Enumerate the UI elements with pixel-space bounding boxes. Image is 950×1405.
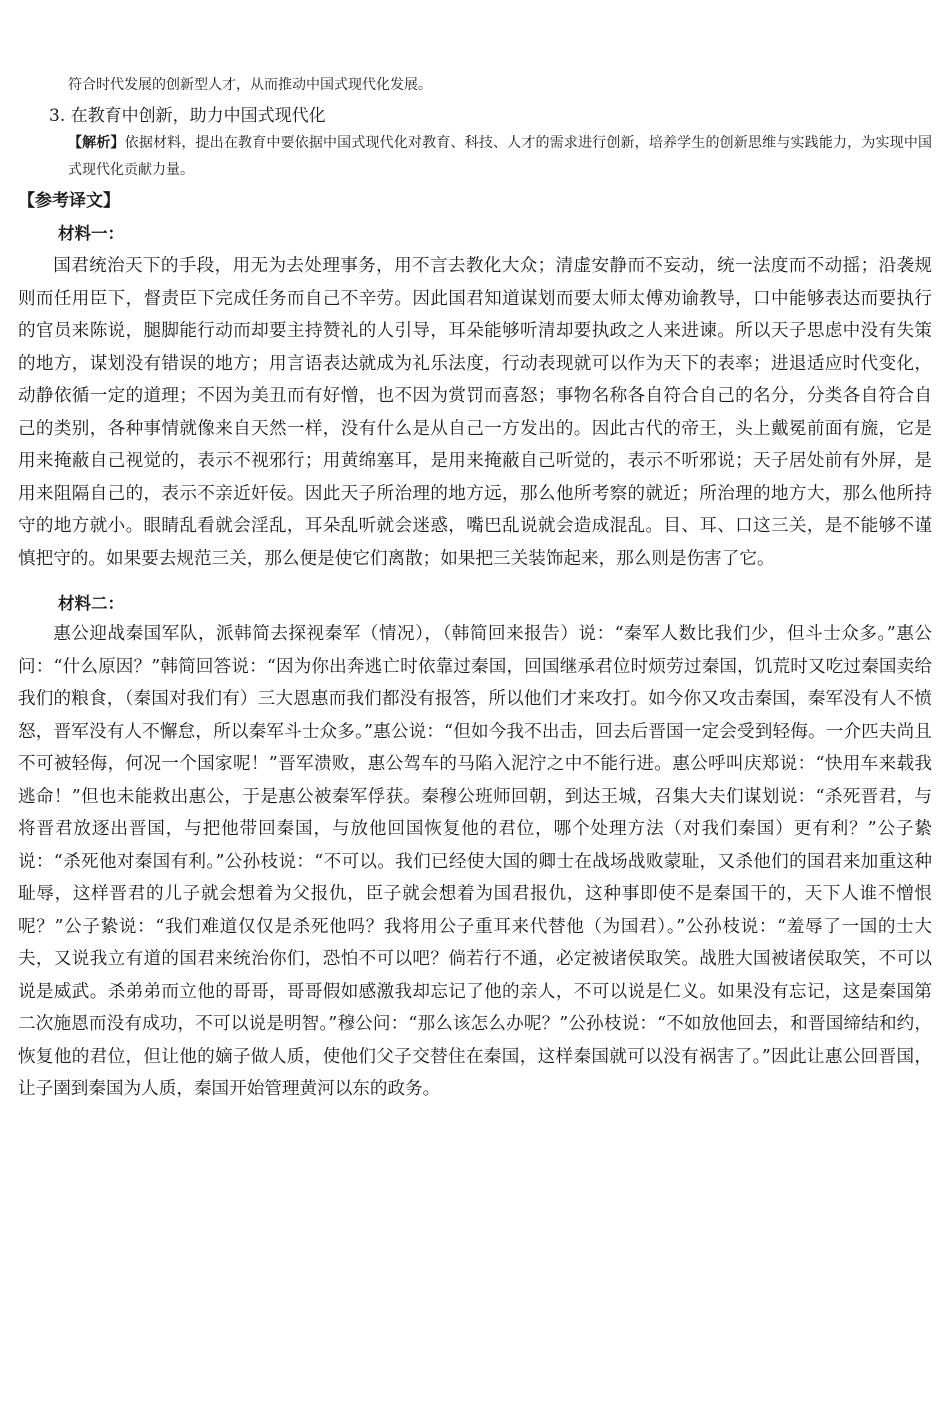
answer-3-analysis	[68, 130, 932, 184]
material-1-paragraph: 国君统治天下的手段，用无为去处理事务，用不言去教化大众；清虚安静而不妄动，统一法度而不动摇；沿袭规则而任用臣下，督责臣下完成任务而自己不辛劳。因此国君知道谋划而要太师太傅劝谕教导，口中能够表达而要执行的官员来陈说，腿脚能行动而却要主持赞礼的人引导，耳朵能够听清却要执政之人来进谏。所以天子思虑中没有失策的地方，谋划没有错误的地方；用言语表达就成为礼乐法度，行动表现就可以作为天下的表率；进退适应时代变化，动静依循一定的道理；不因为美丑而有好憎，也不因为赏罚而喜怒；事物名称各自符合自己的名分，分类各自符合自己的类别，各种事情就像来自天然一样，没有什么是从自己一方发出的。因此古代的帝王，头上戴冕前面有旒，它是用来掩蔽自己视觉的，表示不视邪行；用黄绵塞耳，是用来掩蔽自己听觉的，表示不听邪说；天子居处前有外屏，是用来阻隔自己的，表示不亲近奸佞。因此天子所治理的地方远，那么他所考察的就近；所治理的地方大，那么他所持守的地方就小。眼睛乱看就会淫乱，耳朵乱听就会迷惑，嘴巴乱说就会造成混乱。目、耳、口这三关，是不能够不谨慎把守的。如果要去规范三关，那么便是使它们离散；如果把三关装饰起来，那么则是伤害了它。	[18, 256, 932, 569]
material-1-title: 材料一：	[58, 224, 124, 243]
answer-continuation-text: 符合时代发展的创新型人才，从而推动中国式现代化发展。	[68, 77, 432, 93]
answer-3-title: 3. 在教育中创新，助力中国式现代化	[49, 106, 326, 126]
reference-translation-heading: 【参考译文】	[18, 191, 120, 211]
material-2-paragraph: 惠公迎战秦国军队，派韩简去探视秦军（情况），（韩简回来报告）说：“秦军人数比我们少，但斗士众多。”惠公问：“什么原因？”韩简回答说：“因为你出奔逃亡时依靠过秦国，回国继承君位时烦劳过秦国，饥荒时又吃过秦国卖给我们的粮食，（秦国对我们有）三大恩惠而我们都没有报答，所以他们才来攻打。如今你又攻击秦国，秦军没有人不愤怒，晋军没有人不懈怠，所以秦军斗士众多。”惠公说：“但如今我不出击，回去后晋国一定会受到轻侮。一介匹夫尚且不可被轻侮，何况一个国家呢！”晋军溃败，惠公驾车的马陷入泥泞之中不能行进。惠公呼叫庆郑说：“快用车来载我逃命！”但也未能救出惠公，于是惠公被秦军俘获。秦穆公班师回朝，到达王城，召集大夫们谋划说：“杀死晋君，与将晋君放逐出晋国，与把他带回秦国，与放他回国恢复他的君位，哪个处理方法（对我们秦国）更有利？”公子絷说：“杀死他对秦国有利。”公孙枝说：“不可以。我们已经使大国的卿士在战场战败蒙耻，又杀他们的国君来加重这种耻辱，这样晋君的儿子就会想着为父报仇，臣子就会想着为国君报仇，这种事即使不是秦国干的，天下人谁不憎恨呢？”公子絷说：“我们难道仅仅是杀死他吗？我将用公子重耳来代替他（为国君）。”公孙枝说：“羞辱了一国的士大夫，又说我立有道的国君来统治你们，恐怕不可以吧？倘若行不通，必定被诸侯取笑。战胜大国被诸侯取笑，不可以说是威武。杀弟弟而立他的哥哥，哥哥假如感激我却忘记了他的亲人，不可以说是仁义。如果没有忘记，这是秦国第二次施恩而没有成功，不可以说是明智。”穆公问：“那么该怎么办呢？”公孙枝说：“不如放他回去，和晋国缔结和约，恢复他的君位，但让他的嫡子做人质，使他们父子交替住在秦国，这样秦国就可以没有祸害了。”因此让惠公回晋国，让子圉到秦国为人质，秦国开始管理黄河以东的政务。	[18, 624, 932, 1099]
material-2-title: 材料二：	[58, 594, 124, 613]
analysis-label: 【解析】	[68, 135, 125, 151]
analysis-text: 依据材料，提出在教育中要依据中国式现代化对教育、科技、人才的需求进行创新，培养学生的创新思维与实践能力，为实现中国式现代化贡献力量。	[68, 135, 933, 178]
